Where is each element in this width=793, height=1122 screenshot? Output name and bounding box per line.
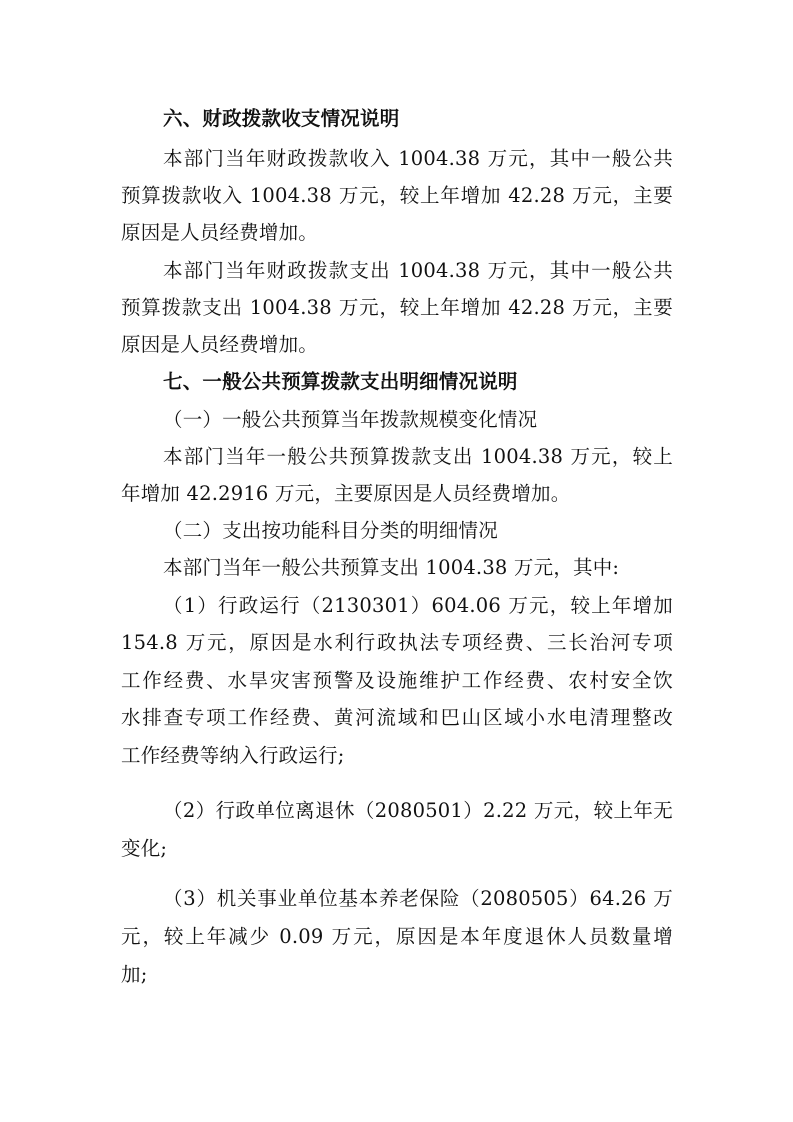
- paragraph-line: 预算拨款收入 1004.38 万元，较上年增加 42.28 万元，主要: [121, 184, 673, 207]
- paragraph-line: 本部门当年财政拨款收入 1004.38 万元，其中一般公共: [163, 147, 673, 170]
- paragraph-line: 预算拨款支出 1004.38 万元，较上年增加 42.28 万元，主要: [121, 296, 673, 319]
- list-item-line: （2）行政单位离退休（2080501）2.22 万元，较上年无: [163, 799, 673, 822]
- list-item-line: （1）行政运行（2130301）604.06 万元，较上年增加: [163, 594, 673, 617]
- paragraph-line: 本部门当年财政拨款支出 1004.38 万元，其中一般公共: [163, 259, 673, 282]
- subsection-heading-2: （二）支出按功能科目分类的明细情况: [163, 519, 498, 542]
- paragraph-line: 原因是人员经费增加。: [121, 221, 319, 244]
- paragraph-line: 本部门当年一般公共预算拨款支出 1004.38 万元，较上: [163, 445, 673, 468]
- list-item-line: 154.8 万元，原因是水利行政执法专项经费、三长治河专项: [121, 631, 673, 654]
- subsection-heading-1: （一）一般公共预算当年拨款规模变化情况: [163, 408, 538, 431]
- section-heading-7: 七、一般公共预算拨款支出明细情况说明: [163, 370, 518, 393]
- section-heading-6: 六、财政拨款收支情况说明: [163, 107, 400, 130]
- list-item-line: （3）机关事业单位基本养老保险（2080505）64.26 万: [163, 887, 673, 910]
- list-item-line: 加;: [121, 963, 148, 986]
- list-item-line: 变化;: [121, 837, 168, 860]
- list-item-line: 工作经费等纳入行政运行;: [121, 744, 345, 767]
- paragraph-line: 原因是人员经费增加。: [121, 333, 319, 356]
- list-item-line: 元，较上年减少 0.09 万元，原因是本年度退休人员数量增: [121, 925, 673, 948]
- paragraph-line: 年增加 42.2916 万元，主要原因是人员经费增加。: [121, 482, 571, 505]
- list-item-line: 水排查专项工作经费、黄河流域和巴山区域小水电清理整改: [121, 706, 673, 729]
- paragraph-line: 本部门当年一般公共预算支出 1004.38 万元，其中:: [163, 556, 620, 579]
- list-item-line: 工作经费、水旱灾害预警及设施维护工作经费、农村安全饮: [121, 669, 673, 692]
